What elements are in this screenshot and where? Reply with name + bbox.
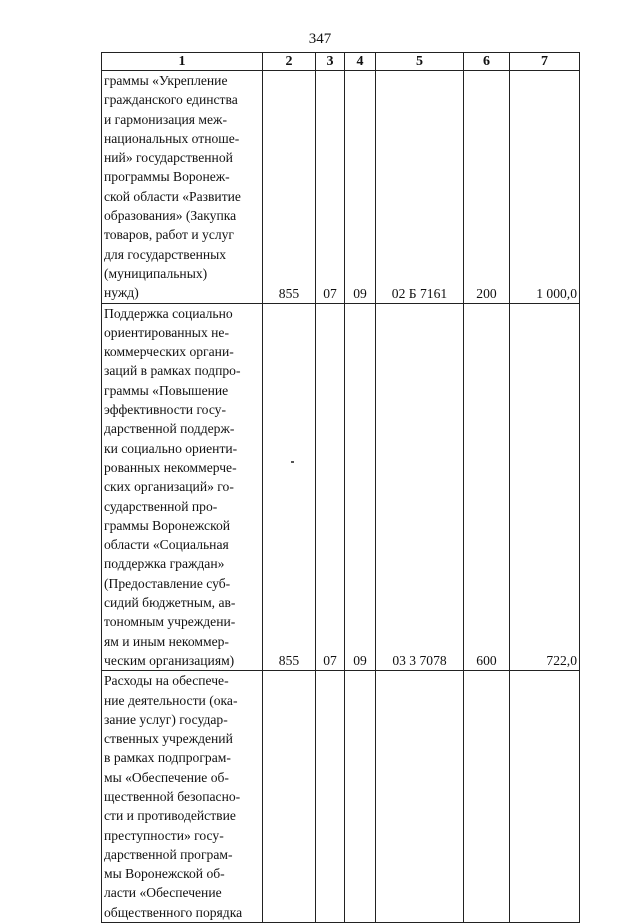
column-header-7: 7 xyxy=(510,53,580,71)
row-description xyxy=(102,671,263,923)
description-line: преступности» госу- xyxy=(104,827,224,843)
description-line: сидий бюджетным, ав- xyxy=(104,595,236,611)
target-article-cell: 02 Б 7161 xyxy=(376,71,464,304)
table-row xyxy=(102,303,580,671)
description-line: заций в рамках подпро- xyxy=(104,363,241,379)
description-line: щественной безопасно- xyxy=(104,788,241,804)
amount-cell xyxy=(510,671,580,923)
description-line: ки социально ориенти- xyxy=(104,440,238,456)
description-line: сударственной про- xyxy=(104,498,218,514)
subsection-code-cell: 09 xyxy=(345,303,376,671)
column-header-6: 6 xyxy=(464,53,510,71)
subsection-code-cell xyxy=(345,671,376,923)
description-line: граммы Воронежской xyxy=(104,517,231,533)
budget-table xyxy=(101,52,580,923)
column-header-3: 3 xyxy=(316,53,345,71)
description-line: области «Социальная xyxy=(104,537,229,553)
target-article-cell xyxy=(376,671,464,923)
subsection-code-cell: 09 xyxy=(345,71,376,304)
description-line: ческим организациям) xyxy=(104,652,235,668)
description-line: дарственной програм- xyxy=(104,846,233,862)
description-line: в рамках подпрограм- xyxy=(104,750,231,766)
column-header-5: 5 xyxy=(376,53,464,71)
description-line: ской области «Развитие xyxy=(104,188,241,204)
description-line: сти и противодействие xyxy=(104,808,236,824)
expense-type-cell: 600 xyxy=(464,303,510,671)
ministry-code-cell: 855 xyxy=(263,71,316,304)
description-line: граммы «Повышение xyxy=(104,382,229,398)
description-line: Поддержка социально xyxy=(104,305,233,321)
target-article-cell: 03 3 7078 xyxy=(376,303,464,671)
amount-cell: 1 000,0 xyxy=(510,71,580,304)
section-code-cell xyxy=(316,671,345,923)
row-description xyxy=(102,71,263,304)
description-line: ям и иным некоммер- xyxy=(104,633,229,649)
row-description xyxy=(102,303,263,671)
description-line: ний» государственной xyxy=(104,150,233,166)
column-header-2: 2 xyxy=(263,53,316,71)
description-line: поддержка граждан» xyxy=(104,556,225,572)
description-line: нужд) xyxy=(104,285,139,301)
description-line: мы «Обеспечение об- xyxy=(104,769,229,785)
expense-type-cell xyxy=(464,671,510,923)
expense-type-cell: 200 xyxy=(464,71,510,304)
page-number: 347 xyxy=(308,31,332,47)
description-line: национальных отноше- xyxy=(104,130,240,146)
description-line: мы Воронежской об- xyxy=(104,866,225,882)
description-line: ориентированных не- xyxy=(104,324,229,340)
table-row xyxy=(102,71,580,304)
description-line: товаров, работ и услуг xyxy=(104,227,235,243)
description-line: образования» (Закупка xyxy=(104,208,237,224)
section-code-cell: 07 xyxy=(316,303,345,671)
description-line: программы Воронеж- xyxy=(104,169,230,185)
ministry-code-cell xyxy=(263,671,316,923)
description-line: граммы «Укрепление xyxy=(104,73,228,88)
description-line: эффективности госу- xyxy=(104,402,226,418)
description-line: (Предоставление суб- xyxy=(104,575,231,591)
section-code-cell: 07 xyxy=(316,71,345,304)
description-line: (муниципальных) xyxy=(104,265,208,281)
description-line: ласти «Обеспечение xyxy=(104,885,222,901)
description-line: коммерческих органи- xyxy=(104,344,234,360)
description-line: рованных некоммерче- xyxy=(104,459,237,475)
description-line: гражданского единства xyxy=(104,92,238,108)
description-line: тономным учреждени- xyxy=(104,614,236,630)
table-header-row xyxy=(102,53,580,71)
ministry-code-cell: 855 xyxy=(263,303,316,671)
description-line: дарственной поддерж- xyxy=(104,421,235,437)
table-row xyxy=(102,671,580,923)
description-line: Расходы на обеспече- xyxy=(104,673,229,689)
amount-cell: 722,0 xyxy=(510,303,580,671)
column-header-4: 4 xyxy=(345,53,376,71)
scan-speck xyxy=(291,461,294,463)
column-header-1: 1 xyxy=(102,53,263,71)
description-line: зание услуг) государ- xyxy=(104,711,228,727)
description-line: ние деятельности (ока- xyxy=(104,692,238,708)
description-line: общественного порядка xyxy=(104,904,243,920)
description-line: для государственных xyxy=(104,246,227,262)
description-line: ских организаций» го- xyxy=(104,479,234,495)
description-line: ственных учреждений xyxy=(104,731,233,747)
description-line: и гармонизация меж- xyxy=(104,111,227,127)
